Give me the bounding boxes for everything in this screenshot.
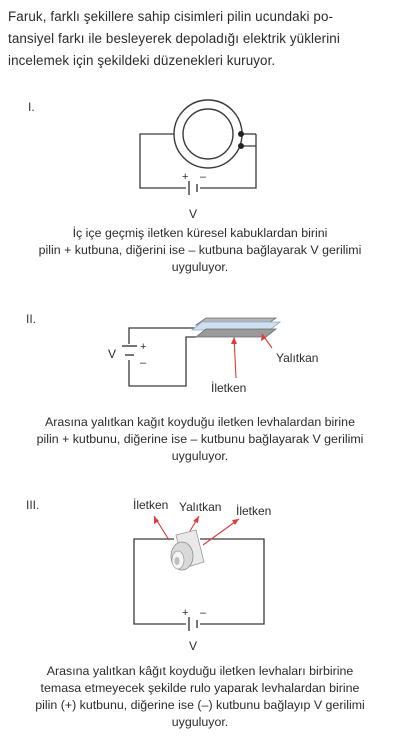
- roll-core: [175, 557, 180, 565]
- diagram-parallel-plates: [0, 315, 400, 405]
- intro-line: incelemek için şekildeki düzenekleri kuruyor.: [8, 53, 276, 68]
- diagram-spherical-shells: [0, 97, 400, 221]
- diagram-rolled-capacitor: [0, 495, 400, 655]
- circuit-wire: [200, 539, 264, 624]
- caption-line: uyguluyor.: [171, 449, 229, 463]
- arrow-conductor-right: [203, 519, 239, 545]
- caption-line: pilin + kutbuna, diğerini ise – kutbuna bağlayarak V gerilimi: [38, 243, 362, 257]
- battery-minus: –: [200, 171, 207, 183]
- battery-plus: +: [182, 171, 189, 183]
- caption-line: uyguluyor.: [171, 715, 229, 729]
- voltage-label: V: [189, 207, 198, 221]
- voltage-label: V: [108, 347, 117, 361]
- caption-line: pilin (+) kutbunu, diğerine ise (–) kutbunu bağlayıp V gerilimi: [35, 698, 365, 712]
- section-2-caption: [0, 414, 400, 465]
- inner-shell: [183, 109, 233, 159]
- section-3-caption: [0, 663, 400, 731]
- voltage-label: V: [189, 639, 198, 653]
- arrowhead: [231, 337, 237, 344]
- battery-minus: –: [200, 607, 207, 619]
- label-conductor-right: İletken: [236, 504, 272, 518]
- label-conductor: İletken: [211, 381, 247, 395]
- battery-plus: +: [182, 607, 189, 619]
- caption-line: İç içe geçmiş iletken küresel kabuklardan birini: [72, 226, 328, 240]
- label-insulator: Yalıtkan: [179, 500, 222, 514]
- caption-line: Arasına yalıtkan kâğıt koyduğu iletken levhaları birbirine: [46, 664, 354, 678]
- section-3-numeral: III.: [26, 498, 40, 512]
- intro-line: tansiyel farkı ile besleyerek depoladığı elektrik yüklerini: [8, 31, 340, 46]
- section-1-numeral: I.: [28, 100, 35, 114]
- conductor-plate-bottom: [196, 329, 276, 337]
- caption-line: temasa etmeyecek şekilde rulo yaparak levhalardan birine: [40, 681, 360, 695]
- label-conductor-left: İletken: [133, 498, 169, 512]
- section-1-caption: [0, 225, 400, 276]
- label-insulator: Yalıtkan: [276, 351, 319, 365]
- caption-line: uyguluyor.: [171, 260, 229, 274]
- arrowhead: [232, 519, 239, 525]
- contact-dot: [238, 143, 244, 149]
- battery-minus: –: [140, 357, 147, 369]
- contact-dot: [238, 131, 244, 137]
- caption-line: pilin + kutbunu, diğerine ise – kutbunu bağlayarak V gerilimi: [36, 432, 364, 446]
- battery-plus: +: [140, 341, 147, 353]
- intro-line: Faruk, farklı şekillere sahip cisimleri pilin ucundaki po-: [8, 9, 334, 24]
- caption-line: Arasına yalıtkan kağıt koyduğu iletken levhalardan birine: [45, 415, 355, 429]
- section-2-numeral: II.: [26, 312, 37, 326]
- arrowhead: [193, 516, 199, 523]
- intro-paragraph: [8, 6, 394, 72]
